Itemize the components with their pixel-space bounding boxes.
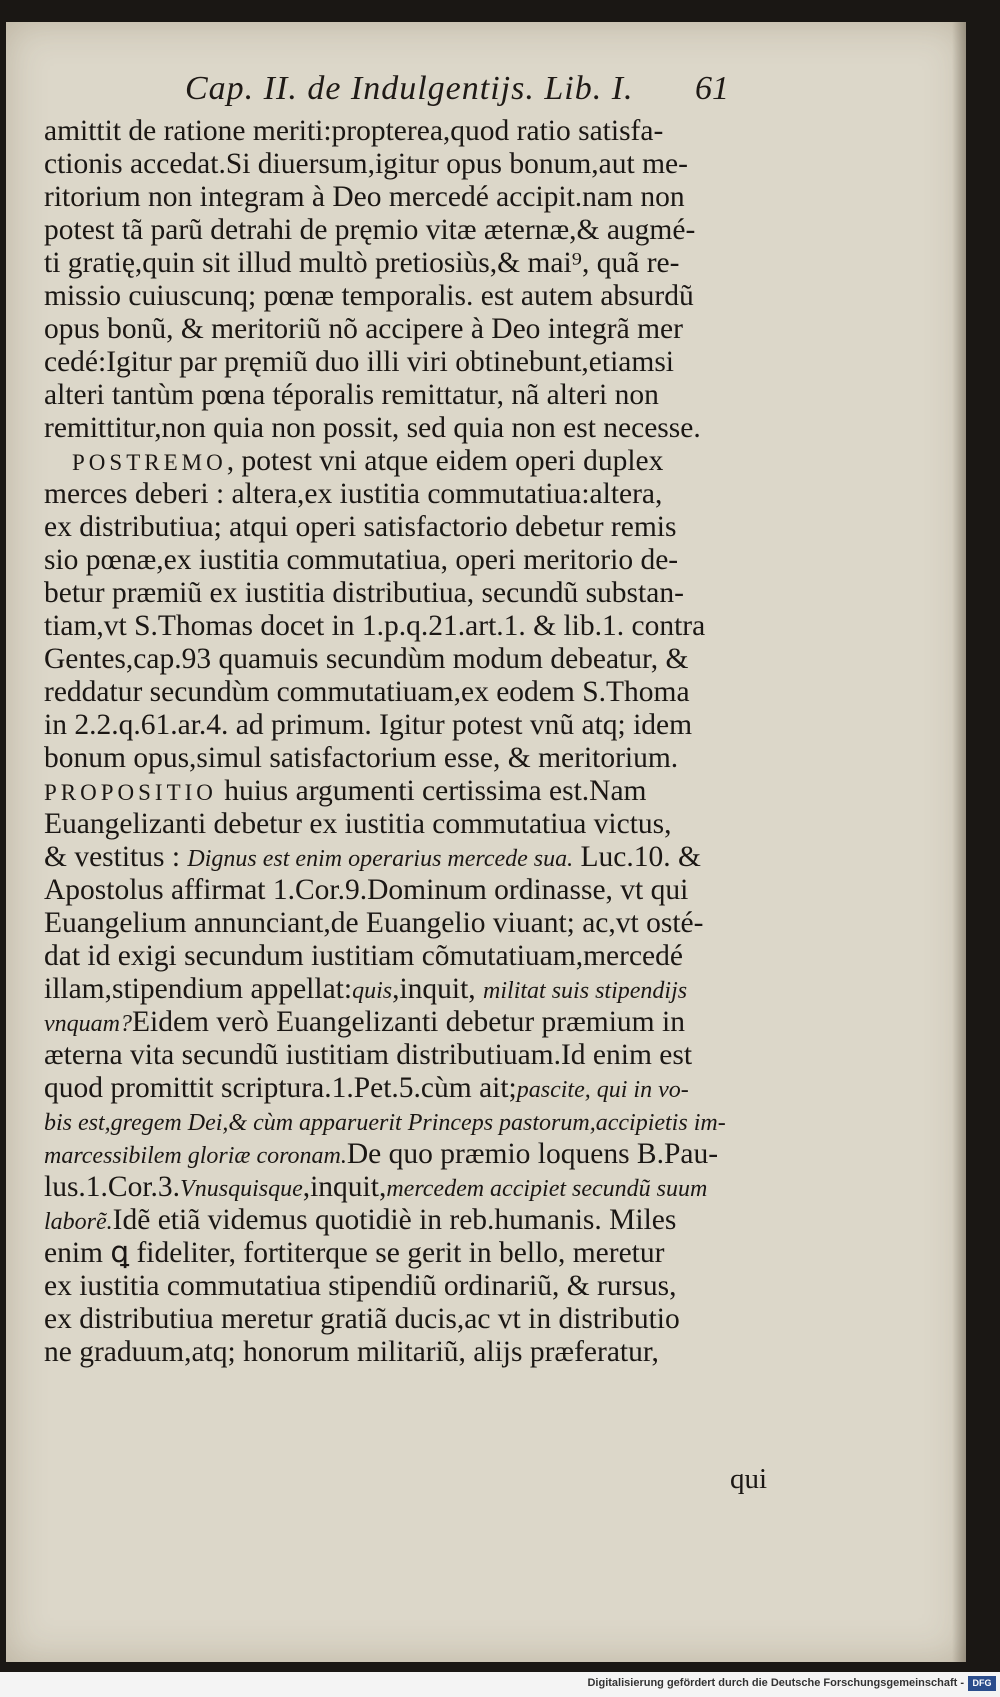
text-run: & vestitus :: [44, 841, 188, 873]
text-line: [44, 511, 774, 544]
text-line: [44, 1006, 774, 1039]
text-line: [44, 148, 774, 181]
text-run: Apostolus affirmat 1.Cor.9.Dominum ordinasse, vt qui: [44, 874, 689, 906]
text-run: ex iustitia commutatiua stipendiũ ordinariũ, & rursus,: [44, 1270, 677, 1302]
text-line: [44, 1270, 774, 1303]
italic-quote: Dignus est enim operarius mercede sua.: [187, 846, 574, 872]
text-line: [44, 1039, 774, 1072]
text-run: , potest vni atque eidem operi duplex: [226, 445, 664, 477]
text-run: Gentes,cap.93 quamuis secundùm modum debeatur, &: [44, 643, 689, 675]
text-run: ,inquit,: [302, 1171, 387, 1203]
text-run: opus bonũ, & meritoriũ nõ accipere à Deo integrã mer: [44, 313, 683, 345]
running-head: Cap. II. de Indulgentijs. Lib. I.: [185, 70, 634, 107]
text-line: [44, 313, 774, 346]
italic-quote: laborẽ.: [44, 1209, 113, 1235]
text-run: ritorium non integram à Deo mercedé accipit.nam non: [44, 181, 685, 213]
text-line: [44, 1237, 774, 1270]
italic-quote: pascite, qui in vo-: [516, 1077, 689, 1103]
text-line: [44, 643, 774, 676]
text-line: [44, 412, 774, 445]
text-line: [44, 544, 774, 577]
text-line: [44, 181, 774, 214]
text-run: bonum opus,simul satisfactorium esse, & meritorium.: [44, 742, 679, 774]
text-run: missio cuiuscunq; pœnæ temporalis. est autem absurdũ: [44, 280, 694, 312]
text-run: betur præmiũ ex iustitia distributiua, secundũ substan-: [44, 577, 684, 609]
text-run: Eidem verò Euangelizanti debetur præmium in: [131, 1006, 685, 1038]
small-caps-word: PROPOSITIO: [44, 780, 217, 805]
text-line: [44, 808, 774, 841]
text-run: dat id exigi secundum iustitiam cõmutatiuam,mercedé: [44, 940, 683, 972]
italic-quote: Vnusquisque: [180, 1176, 303, 1202]
italic-quote: vnquam?: [44, 1011, 132, 1037]
text-line: [44, 346, 774, 379]
text-line: [44, 676, 774, 709]
italic-quote: militat suis stipendijs: [483, 978, 688, 1004]
text-run: alteri tantùm pœna téporalis remittatur, nã alteri non: [44, 379, 659, 411]
text-run: merces deberi : altera,ex iustitia commutatiua:altera,: [44, 478, 663, 510]
text-run: enim ꝗ fideliter, fortiterque se gerit in bello, meretur: [44, 1237, 665, 1269]
text-run: ne graduum,atq; honorum militariũ, alijs præferatur,: [44, 1336, 659, 1368]
text-run: in 2.2.q.61.ar.4. ad primum. Igitur potest vnũ atq; idem: [44, 709, 693, 741]
text-run: remittitur,non quia non possit, sed quia non est necesse.: [44, 412, 701, 444]
italic-quote: marcessibilem gloriæ coronam.: [44, 1143, 347, 1169]
text-run: illam,stipendium appellat:: [44, 973, 353, 1005]
text-line: [44, 115, 774, 148]
text-line: [44, 1138, 774, 1171]
text-run: ctionis accedat.Si diuersum,igitur opus bonum,aut me-: [44, 148, 688, 180]
text-run: Euangelium annunciant,de Euangelio viuant; ac,vt osté-: [44, 907, 704, 939]
text-line: [44, 1072, 774, 1105]
folio-number: 61: [695, 70, 729, 107]
text-run: Idẽ etiã videmus quotidiè in reb.humanis. Miles: [112, 1204, 677, 1236]
text-line: [44, 775, 774, 808]
text-run: amittit de ratione meriti:propterea,quod ratio satisfa-: [44, 115, 664, 147]
italic-quote: bis est,gregem Dei,& cùm apparuerit Princeps pastorum,accipietis im-: [44, 1110, 726, 1136]
text-line: [44, 247, 774, 280]
catchword: qui: [730, 1463, 768, 1495]
text-run: cedé:Igitur par pręmiũ duo illi viri obtinebunt,etiamsi: [44, 346, 675, 378]
text-run: sio pœnæ,ex iustitia commutatiua, operi meritorio de-: [44, 544, 679, 576]
body-text: [44, 115, 774, 1369]
text-line: [44, 1336, 774, 1369]
text-line: [44, 940, 774, 973]
italic-quote: quis: [352, 978, 393, 1004]
text-line: [44, 874, 774, 907]
text-line: [44, 577, 774, 610]
text-line: [44, 379, 774, 412]
text-line: [44, 1105, 774, 1138]
italic-quote: mercedem accipiet secundũ suum: [386, 1176, 708, 1202]
footer-bar: [0, 1672, 1000, 1697]
text-run: Luc.10. &: [573, 841, 701, 873]
text-run: tiam,vt S.Thomas docet in 1.p.q.21.art.1. & lib.1. contra: [44, 610, 706, 642]
text-line: [44, 1171, 774, 1204]
text-line: [44, 280, 774, 313]
dfg-logo: DFG: [968, 1676, 996, 1691]
text-run: potest tã parũ detrahi de pręmio vitæ æternæ,& augmé-: [44, 214, 696, 246]
text-line: [44, 973, 774, 1006]
text-line: [44, 478, 774, 511]
text-run: æterna vita secundũ iustitiam distributiuam.Id enim est: [44, 1039, 693, 1071]
text-line: [44, 1303, 774, 1336]
small-caps-word: POSTREMO: [72, 450, 227, 475]
text-line: [44, 1204, 774, 1237]
text-line: [44, 610, 774, 643]
text-line: [44, 709, 774, 742]
text-run: quod promittit scriptura.1.Pet.5.cùm ait;: [44, 1072, 517, 1104]
text-line: [44, 742, 774, 775]
text-run: huius argumenti certissima est.Nam: [216, 775, 647, 807]
text-run: ex distributiua meretur gratiã ducis,ac vt in distributio: [44, 1303, 680, 1335]
text-run: Euangelizanti debetur ex iustitia commutatiua victus,: [44, 808, 672, 840]
text-line: [44, 907, 774, 940]
text-line: [44, 214, 774, 247]
text-run: ,inquit,: [392, 973, 484, 1005]
text-line: [44, 445, 774, 478]
text-run: ti gratię,quin sit illud multò pretiosiùs,& mai⁹, quã re-: [44, 247, 680, 279]
funding-credit: Digitalisierung gefördert durch die Deutsche Forschungsgemeinschaft -: [587, 1677, 964, 1689]
text-run: ex distributiua; atqui operi satisfactorio debetur remis: [44, 511, 677, 543]
text-line: [44, 841, 774, 874]
text-run: lus.1.Cor.3.: [44, 1171, 181, 1203]
text-run: De quo præmio loquens B.Pau-: [346, 1138, 719, 1170]
text-run: reddatur secundùm commutatiuam,ex eodem S.Thoma: [44, 676, 690, 708]
page-edge-shadow: [952, 22, 966, 1662]
